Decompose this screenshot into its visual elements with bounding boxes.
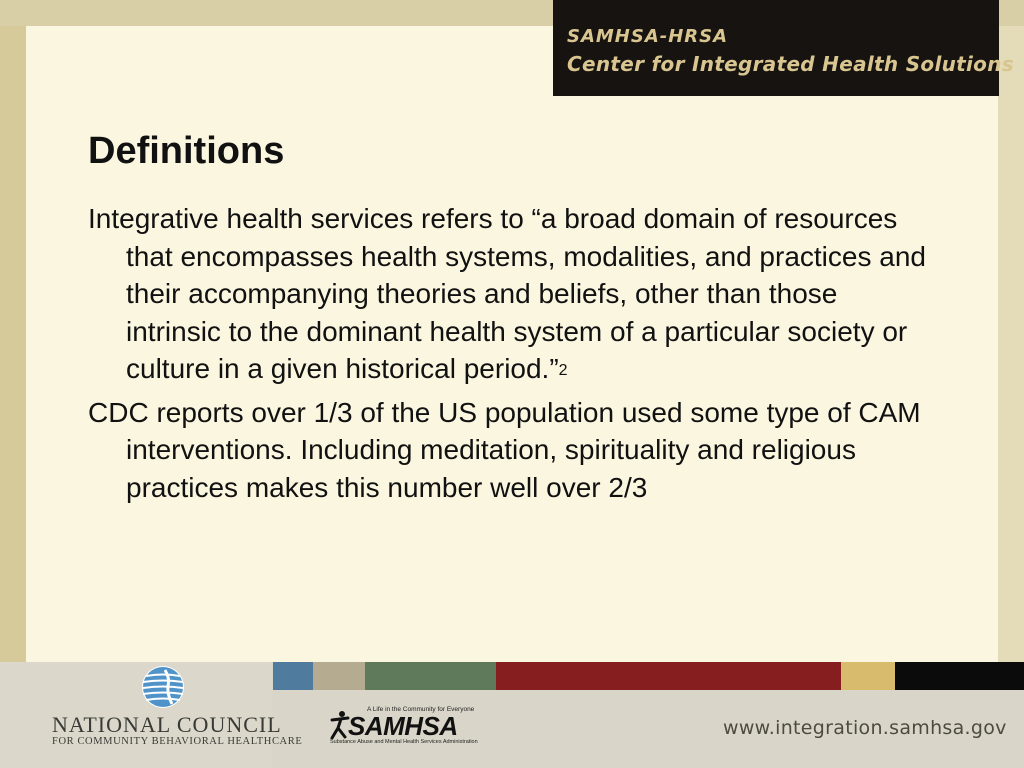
footer-website-url: www.integration.samhsa.gov [723, 717, 1007, 739]
color-stripe-gold [841, 662, 895, 690]
color-stripe-tan [313, 662, 365, 690]
citation-superscript: 2 [558, 362, 568, 379]
right-frame [998, 26, 1024, 662]
national-council-subtitle: FOR COMMUNITY BEHAVIORAL HEALTHCARE [52, 736, 303, 747]
samhsa-tagline: A Life in the Community for Everyone [367, 706, 475, 713]
cdc-paragraph [88, 394, 938, 507]
color-stripe-red [496, 662, 841, 690]
slide-body [88, 200, 938, 512]
national-council-name: NATIONAL COUNCIL [52, 712, 282, 737]
color-stripe-black [895, 662, 1024, 690]
samhsa-figure-icon [330, 710, 350, 740]
slide-title: Definitions [88, 130, 285, 172]
color-stripe-green [365, 662, 496, 690]
definition-paragraph [88, 200, 938, 388]
cdc-text: CDC reports over 1/3 of the US population used some type of CAM interventions. Including meditation, spirituality and religious practices makes this number well over 2/3 [88, 396, 921, 503]
header-banner [553, 0, 1014, 96]
header-center-name: Center for Integrated Health Solutions [567, 52, 1014, 76]
samhsa-wordmark: SAMHSA [348, 711, 458, 741]
definition-text: Integrative health services refers to “a broad domain of resources that encompasses health systems, modalities, and practices and their accompanying theories and beliefs, other than those intrinsic to the dominant health system of a particular society or culture in a given historical period.” [88, 203, 926, 384]
national-council-globe-icon [140, 664, 186, 710]
color-stripe-blue [273, 662, 313, 690]
samhsa-subtitle: Substance Abuse and Mental Health Services Administration [330, 739, 478, 745]
left-frame [0, 26, 26, 662]
header-org-name: SAMHSA-HRSA [567, 26, 729, 47]
